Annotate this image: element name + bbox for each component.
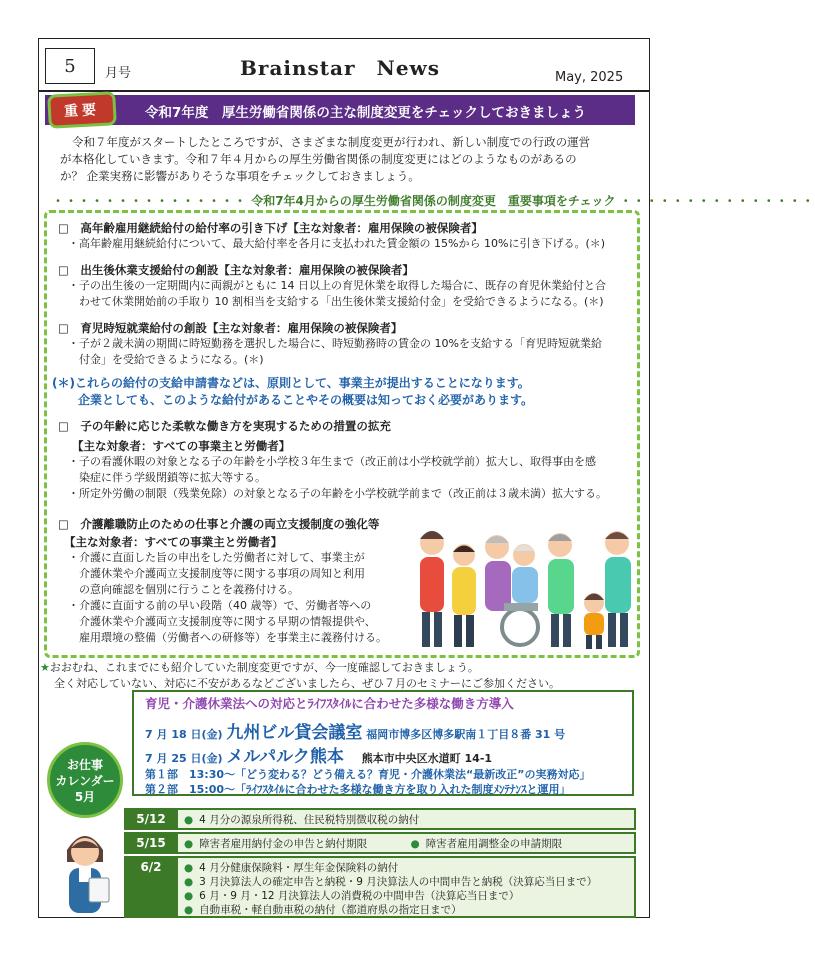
- bullet-icon: ●: [184, 890, 194, 902]
- calendar-date: 6/2: [140, 860, 162, 874]
- seminar-venue: 九州ビル貸会議室: [226, 723, 363, 743]
- check-section-title: [52, 192, 815, 209]
- intro-line: か？ 企業実務に影響がありそうな事項をチェックしておきましょう。: [60, 169, 420, 183]
- star-icon: ★: [40, 661, 50, 674]
- office-worker-illustration: [55, 822, 115, 917]
- calendar-row: [124, 832, 636, 854]
- seminar-date: 7 月 25 日(金): [145, 752, 223, 765]
- item-heading: □ 育児時短就業給付の創設【主な対象者：雇用保険の被保険者】: [58, 321, 403, 335]
- calendar-entry-line: [184, 889, 628, 903]
- calendar-label: お仕事: [66, 758, 103, 772]
- item-text: 介護休業や介護両立支援制度等に関する早期の情報提供や、: [68, 615, 376, 628]
- note-line: (＊)これらの給付の支給申請書などは、原則として、事業主が提出することになります。: [52, 376, 530, 390]
- month-label: 月号: [105, 66, 132, 81]
- calendar-entries: [178, 810, 634, 828]
- family-illustration: [412, 515, 634, 653]
- item-text: ・子の看護休暇の対象となる子の年齢を小学校３年生まで（改正前は小学校就学前）拡大し、取得事由を感: [68, 455, 596, 468]
- bullet-icon: ●: [184, 876, 194, 888]
- item-text: ・介護に直面した旨の申出をした労働者に対して、事業主が: [68, 551, 365, 564]
- seminar-part-2: 第２部 15:00～「ﾗｲﾌｽﾀｲﾙに合わせた多様な働き方を取り入れた制度ﾒﾝﾃﾅﾝｽと運用」: [145, 783, 571, 796]
- calendar-entry: 4 月分健康保険料・厚生年金保険料の納付: [199, 862, 399, 874]
- seminar-title: 育児・介護休業法への対応とﾗｲﾌｽﾀｲﾙに合わせた多様な働き方導入: [145, 696, 514, 711]
- calendar-entry-line: [184, 861, 628, 875]
- important-badge: 重要: [47, 91, 117, 129]
- intro-paragraph: [60, 134, 640, 185]
- star-note-line: [40, 660, 650, 676]
- item-text: 介護休業や介護両立支援制度等に関する事項の周知と利用: [68, 567, 365, 580]
- calendar-entry: 障害者雇用納付金の申告と納付期限: [199, 838, 368, 850]
- item-text: ・介護に直面する前の早い段階（40 歳等）で、労働者等への: [68, 599, 372, 612]
- checklist-item: [58, 320, 602, 368]
- item-text: わせて休業開始前の手取り 10 割相当を支給する「出生後休業支援給付金」を受給できるようになる。(＊): [68, 295, 604, 308]
- item-heading: □ 子の年齢に応じた柔軟な働き方を実現するための措置の拡充: [58, 419, 391, 433]
- seminar-venue-1: [145, 718, 565, 743]
- office-worker-figure: [67, 836, 109, 913]
- item-text: ・高年齢雇用継続給付について、最大給付率を各月に支払われた賃金額の 15%から 10%に引き下げる。(＊): [68, 237, 606, 250]
- work-calendar-badge: [47, 742, 123, 818]
- calendar-entry: 自動車税・軽自動車税の納付（都道府県の指定日まで）: [199, 904, 462, 916]
- calendar-entry: 3 月決算法人の確定申告と納税・9 月決算法人の中間申告と納税（決算応当日まで）: [199, 876, 598, 888]
- calendar-entries: [178, 858, 634, 916]
- note-line: 企業としても、このような給付があることやその概要は知っておく必要があります。: [78, 393, 534, 407]
- dots-left: ・・・・・・・・・・・・・・・: [52, 194, 248, 208]
- checklist-item: [58, 418, 607, 502]
- star-note-text: おおむね、これまでにも紹介していた制度変更ですが、今一度確認しておきましょう。: [49, 661, 479, 674]
- issue-date: May, 2025: [555, 70, 624, 85]
- month-number: 5: [45, 48, 95, 84]
- item-text: ・子が２歳未満の期間に時短勤務を選択した場合に、時短勤務時の賃金の 10%を支給する「育児時短就業給: [68, 337, 602, 350]
- calendar-date: 5/15: [136, 836, 166, 850]
- item-text: 染症に伴う学級閉鎖等に拡大等する。: [68, 471, 266, 484]
- calendar-entry: 6 月・9 月・12 月決算法人の消費税の中間申告（決算応当日まで）: [199, 890, 520, 902]
- headline-text: 令和7年度 厚生労働省関係の主な制度変更をチェックしておきましょう: [145, 105, 586, 121]
- item-text: ・所定外労働の制限（残業免除）の対象となる子の年齢を小学校就学前まで（改正前は３歳未満）拡大する。: [68, 487, 607, 500]
- calendar-entry-line: [184, 875, 628, 889]
- calendar-date: 5/12: [136, 812, 166, 826]
- checklist-item: [58, 220, 605, 252]
- calendar-entry: 障害者雇用調整金の申請期限: [425, 838, 563, 850]
- calendar-label: 5月: [74, 790, 96, 804]
- employer-note: [52, 375, 533, 409]
- header-divider: [38, 90, 650, 92]
- intro-line: 令和７年度がスタートしたところですが、さまざまな制度変更が行われ、新しい制度での行政の運営: [72, 135, 591, 149]
- item-heading: □ 出生後休業支援給付の創設【主な対象者：雇用保険の被保険者】: [58, 263, 414, 277]
- seminar-address: 福岡市博多区博多駅南１丁目８番 31 号: [366, 728, 566, 741]
- calendar-label: カレンダー: [55, 774, 115, 788]
- checklist-item: [58, 262, 606, 310]
- item-heading: □ 介護離職防止のための仕事と介護の両立支援制度の強化等: [58, 517, 380, 531]
- seminar-venue-2: [145, 742, 492, 767]
- dots-right: ・・・・・・・・・・・・・・・: [619, 194, 815, 208]
- seminar-venue: メルパルク熊本: [226, 747, 344, 767]
- calendar-row: [124, 808, 636, 830]
- item-heading: □ 高年齢雇用継続給付の給付率の引き下げ【主な対象者：雇用保険の被保険者】: [58, 221, 483, 235]
- seminar-part-1: 第１部 13:30～「どう変わる？どう備える？育児・介護休業法“最新改正”の実務対応」: [145, 768, 591, 781]
- bullet-icon: ●: [184, 838, 194, 850]
- check-title-text: 令和7年4月からの厚生労働省関係の制度変更 重要事項をチェック: [251, 194, 616, 208]
- newsletter-title: Brainstar News: [240, 56, 441, 80]
- bullet-icon: ●: [184, 814, 194, 826]
- item-text: の意向確認を個別に行うことを義務付ける。: [68, 583, 299, 596]
- bullet-icon: ●: [184, 904, 194, 916]
- bullet-icon: ●: [410, 838, 420, 850]
- seminar-invitation-note: [40, 660, 650, 692]
- calendar-entries: [178, 834, 634, 852]
- seminar-address: 熊本市中央区水道町 14-1: [361, 752, 493, 765]
- item-text: ・子の出生後の一定期間内に両親がともに 14 日以上の育児休業を取得した場合に、既存の育児休業給付と合: [68, 279, 606, 292]
- seminar-date: 7 月 18 日(金): [145, 728, 223, 741]
- calendar-entry: 4 月分の源泉所得税、住民税特別徴収税の納付: [199, 814, 420, 826]
- bullet-icon: ●: [184, 862, 194, 874]
- family-figures: [420, 531, 631, 649]
- item-text: 雇用環境の整備（労働者への研修等）を事業主に義務付ける。: [68, 631, 387, 644]
- item-target: 【主な対象者：すべての事業主と労働者】: [72, 439, 291, 453]
- star-note-line: 全く対応していない、対応に不安があるなどございましたら、ぜひ７月のセミナーにご参加ください。: [54, 677, 560, 690]
- intro-line: が本格化していきます。令和７年４月からの厚生労働省関係の制度変更にはどのようなものがあるの: [60, 152, 577, 166]
- item-text: 付金」を受給できるようになる。(＊): [68, 353, 264, 366]
- item-target: 【主な対象者：すべての事業主と労働者】: [64, 535, 283, 549]
- calendar-entry-line: [184, 903, 628, 917]
- checklist-item: [58, 516, 387, 646]
- calendar-row: [124, 856, 636, 918]
